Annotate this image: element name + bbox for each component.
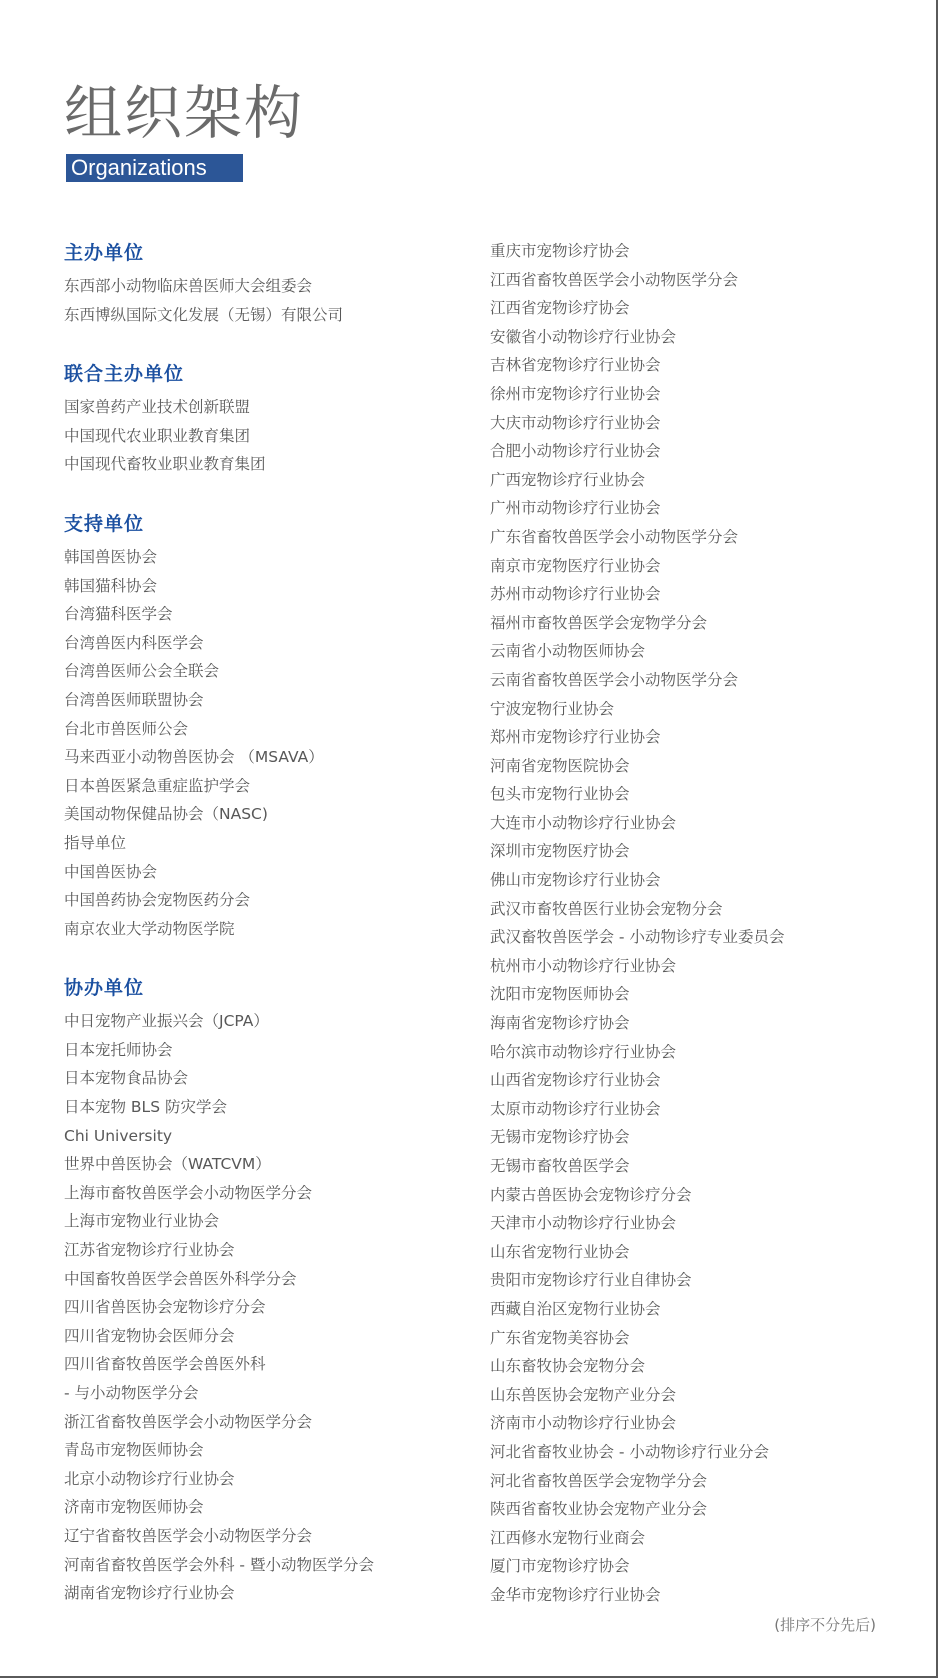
- organization-item: 广东省畜牧兽医学会小动物医学分会: [490, 527, 739, 546]
- organization-item: 合肥小动物诊疗行业协会: [490, 442, 661, 461]
- organization-item: 河北省畜牧兽医学会宠物学分会: [490, 1471, 708, 1490]
- organization-item: 上海市宠物业行业协会: [64, 1212, 220, 1231]
- organization-item: 台湾兽医内科医学会: [64, 633, 204, 652]
- organization-item: 内蒙古兽医协会宠物诊疗分会: [490, 1185, 692, 1204]
- organization-item: 沈阳市宠物医师协会: [490, 985, 630, 1004]
- organization-list: [64, 543, 464, 943]
- organization-item: 济南市小动物诊疗行业协会: [490, 1414, 677, 1433]
- organization-item: 中国兽医协会: [64, 862, 158, 881]
- organization-item: 徐州市宠物诊疗行业协会: [490, 384, 661, 403]
- organization-item: 陕西省畜牧业协会宠物产业分会: [490, 1500, 708, 1519]
- ordering-note: (排序不分先后): [774, 1616, 876, 1634]
- organization-item: 四川省畜牧兽医学会兽医外科: [64, 1355, 266, 1374]
- organization-item: 台北市兽医师公会: [64, 719, 189, 738]
- organization-item: 日本宠物食品协会: [64, 1069, 189, 1088]
- organization-list: [64, 393, 464, 479]
- organization-item: 韩国猫科协会: [64, 576, 158, 595]
- section-heading: 协办单位: [64, 977, 145, 1000]
- organization-item: 美国动物保健品协会（NASC): [64, 805, 268, 824]
- organization-item: 四川省宠物协会医师分会: [64, 1326, 235, 1345]
- organization-item: 吉林省宠物诊疗行业协会: [490, 356, 661, 375]
- organization-item: 西藏自治区宠物行业协会: [490, 1299, 661, 1318]
- organization-item: Chi University: [64, 1126, 173, 1145]
- organization-item: 宁波宠物行业协会: [490, 699, 615, 718]
- organization-item: 东西部小动物临床兽医师大会组委会: [64, 277, 313, 295]
- organization-item: 湖南省宠物诊疗行业协会: [64, 1584, 235, 1603]
- organization-item: 青岛市宠物医师协会: [64, 1441, 204, 1460]
- organization-item: 国家兽药产业技术创新联盟: [64, 398, 251, 417]
- organization-item: 厦门市宠物诊疗协会: [490, 1557, 630, 1576]
- organization-item: 江西省畜牧兽医学会小动物医学分会: [490, 270, 739, 289]
- organization-list-continued: [490, 237, 910, 1610]
- organization-item: 安徽省小动物诊疗行业协会: [490, 327, 677, 346]
- organization-item: 中国现代农业职业教育集团: [64, 426, 251, 445]
- organization-item: 无锡市宠物诊疗协会: [490, 1128, 630, 1147]
- organization-item: 南京市宠物医疗行业协会: [490, 556, 661, 575]
- organization-item: 中国畜牧兽医学会兽医外科学分会: [64, 1269, 297, 1288]
- organization-item: 金华市宠物诊疗行业协会: [490, 1585, 661, 1604]
- organization-item: 浙江省畜牧兽医学会小动物医学分会: [64, 1412, 313, 1431]
- organization-item: - 与小动物医学分会: [64, 1384, 199, 1402]
- organization-item: 上海市畜牧兽医学会小动物医学分会: [64, 1183, 313, 1202]
- organization-item: 辽宁省畜牧兽医学会小动物医学分会: [64, 1526, 313, 1545]
- organization-item: 杭州市小动物诊疗行业协会: [490, 956, 677, 975]
- organization-item: 江西修水宠物行业商会: [490, 1528, 646, 1547]
- organization-item: 云南省畜牧兽医学会小动物医学分会: [490, 670, 739, 689]
- section-heading: 联合主办单位: [64, 363, 185, 386]
- organization-item: 马来西亚小动物兽医协会 （MSAVA）: [64, 748, 324, 767]
- organization-item: 无锡市畜牧兽医学会: [490, 1157, 630, 1175]
- organization-item: 河南省畜牧兽医学会外科 - 暨小动物医学分会: [64, 1555, 374, 1574]
- organization-item: 东西博纵国际文化发展（无锡）有限公司: [64, 305, 344, 324]
- subtitle-badge: Organizations: [66, 154, 243, 182]
- organization-item: 大连市小动物诊疗行业协会: [490, 813, 677, 832]
- organization-item: 太原市动物诊疗行业协会: [490, 1099, 661, 1118]
- organization-item: 佛山市宠物诊疗行业协会: [490, 871, 661, 890]
- organization-item: 南京农业大学动物医学院: [64, 919, 235, 938]
- organization-item: 河南省宠物医院协会: [490, 756, 630, 775]
- organization-item: 海南省宠物诊疗协会: [490, 1014, 630, 1033]
- organization-item: 中国现代畜牧业职业教育集团: [64, 455, 266, 474]
- organization-item: 韩国兽医协会: [64, 547, 158, 566]
- organization-item: 哈尔滨市动物诊疗行业协会: [490, 1042, 677, 1061]
- organization-item: 重庆市宠物诊疗协会: [490, 242, 630, 260]
- organization-list: [64, 1007, 464, 1607]
- organization-item: 江西省宠物诊疗协会: [490, 299, 630, 318]
- organization-item: 指导单位: [64, 833, 127, 852]
- organization-item: 山东畜牧协会宠物分会: [490, 1357, 646, 1376]
- organization-item: 四川省兽医协会宠物诊疗分会: [64, 1298, 266, 1317]
- organization-item: 日本兽医紧急重症监护学会: [64, 776, 251, 795]
- organization-item: 福州市畜牧兽医学会宠物学分会: [490, 613, 708, 632]
- organization-item: 日本宠托师协会: [64, 1040, 173, 1059]
- organization-item: 台湾兽医师联盟协会: [64, 690, 204, 709]
- organization-item: 武汉畜牧兽医学会 - 小动物诊疗专业委员会: [490, 928, 785, 947]
- organization-list: [64, 272, 464, 329]
- org-section: [64, 238, 464, 329]
- section-heading: 主办单位: [64, 242, 145, 264]
- organization-item: 江苏省宠物诊疗行业协会: [64, 1241, 235, 1260]
- org-section: [64, 509, 464, 943]
- org-section: [64, 359, 464, 479]
- organization-item: 天津市小动物诊疗行业协会: [490, 1214, 677, 1233]
- organization-item: 苏州市动物诊疗行业协会: [490, 585, 661, 604]
- organization-item: 广州市动物诊疗行业协会: [490, 499, 661, 518]
- organization-item: 深圳市宠物医疗协会: [490, 842, 630, 861]
- organization-item: 台湾兽医师公会全联会: [64, 662, 220, 681]
- organization-item: 贵阳市宠物诊疗行业自律协会: [490, 1271, 692, 1290]
- organization-item: 郑州市宠物诊疗行业协会: [490, 728, 661, 747]
- organization-item: 山西省宠物诊疗行业协会: [490, 1071, 661, 1090]
- organization-item: 日本宠物 BLS 防灾学会: [64, 1098, 227, 1117]
- organization-item: 武汉市畜牧兽医行业协会宠物分会: [490, 899, 723, 918]
- organization-item: 广东省宠物美容协会: [490, 1328, 630, 1347]
- section-heading: 支持单位: [64, 512, 145, 535]
- organization-item: 中国兽药协会宠物医药分会: [64, 891, 251, 910]
- organization-item: 包头市宠物行业协会: [490, 785, 630, 804]
- right-column: [490, 237, 910, 1610]
- organization-item: 中日宠物产业振兴会（JCPA）: [64, 1012, 269, 1031]
- left-column: [64, 238, 464, 1608]
- organization-item: 山东省宠物行业协会: [490, 1242, 630, 1261]
- organization-item: 北京小动物诊疗行业协会: [64, 1469, 235, 1488]
- organization-item: 大庆市动物诊疗行业协会: [490, 413, 661, 432]
- organization-item: 台湾猫科医学会: [64, 605, 173, 624]
- organization-item: 济南市宠物医师协会: [64, 1498, 204, 1517]
- organization-item: 河北省畜牧业协会 - 小动物诊疗行业分会: [490, 1442, 769, 1461]
- org-section: [64, 973, 464, 1607]
- page-title: 组织架构: [64, 79, 305, 147]
- organization-item: 广西宠物诊疗行业协会: [490, 470, 646, 489]
- organization-item: 云南省小动物医师协会: [490, 642, 646, 661]
- organization-item: 世界中兽医协会（WATCVM）: [64, 1155, 271, 1174]
- organization-item: 山东兽医协会宠物产业分会: [490, 1385, 677, 1404]
